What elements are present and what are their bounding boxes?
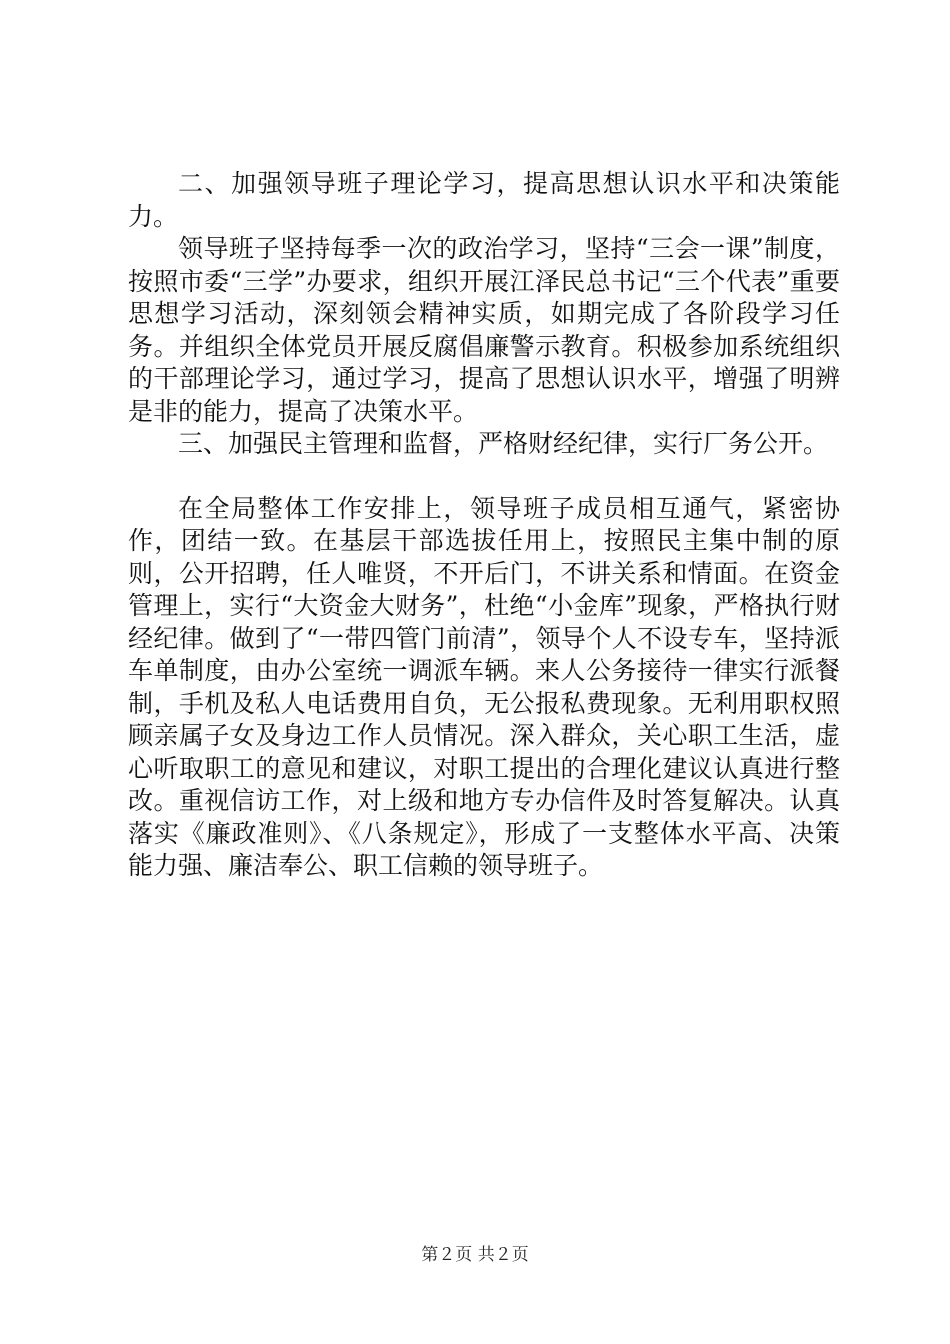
page-footer: 第２页 共２页 bbox=[421, 1245, 529, 1265]
body-paragraph: 领导班子坚持每季一次的政治学习，坚持“三会一课”制度，按照市委“三学”办要求，组织开展江泽民总书记“三个代表”重要思想学习活动，深刻领会精神实质，如期完成了各阶段学习任务。并组织全体党员开展反腐倡廉警示教育。积极参加系统组织的干部理论学习，通过学习，提高了思想认识水平，增强了明辨是非的能力，提高了决策水平。 bbox=[128, 234, 840, 426]
document-body bbox=[128, 168, 840, 883]
body-paragraph: 在全局整体工作安排上，领导班子成员相互通气，紧密协作，团结一致。在基层干部选拔任用上，按照民主集中制的原则，公开招聘，任人唯贤，不开后门，不讲关系和情面。在资金管理上，实行“大资金大财务”，杜绝“小金库”现象，严格执行财经纪律。做到了“一带四管门前清”，领导个人不设专车，坚持派车单制度，由办公室统一调派车辆。来人公务接待一律实行派餐制，手机及私人电话费用自负，无公报私费现象。无利用职权照顾亲属子女及身边工作人员情况。深入群众，关心职工生活，虚心听取职工的意见和建议，对职工提出的合理化建议认真进行整改。重视信访工作，对上级和地方专办信件及时答复解决。认真落实《廉政准则》、《八条规定》，形成了一支整体水平高、决策能力强、廉洁奉公、职工信赖的领导班子。 bbox=[128, 493, 840, 880]
section-heading-3: 三、加强民主管理和监督，严格财经纪律，实行厂务公开。 bbox=[178, 429, 829, 458]
section-heading-2: 二、加强领导班子理论学习，提高思想认识水平和决策能力。 bbox=[128, 169, 840, 231]
